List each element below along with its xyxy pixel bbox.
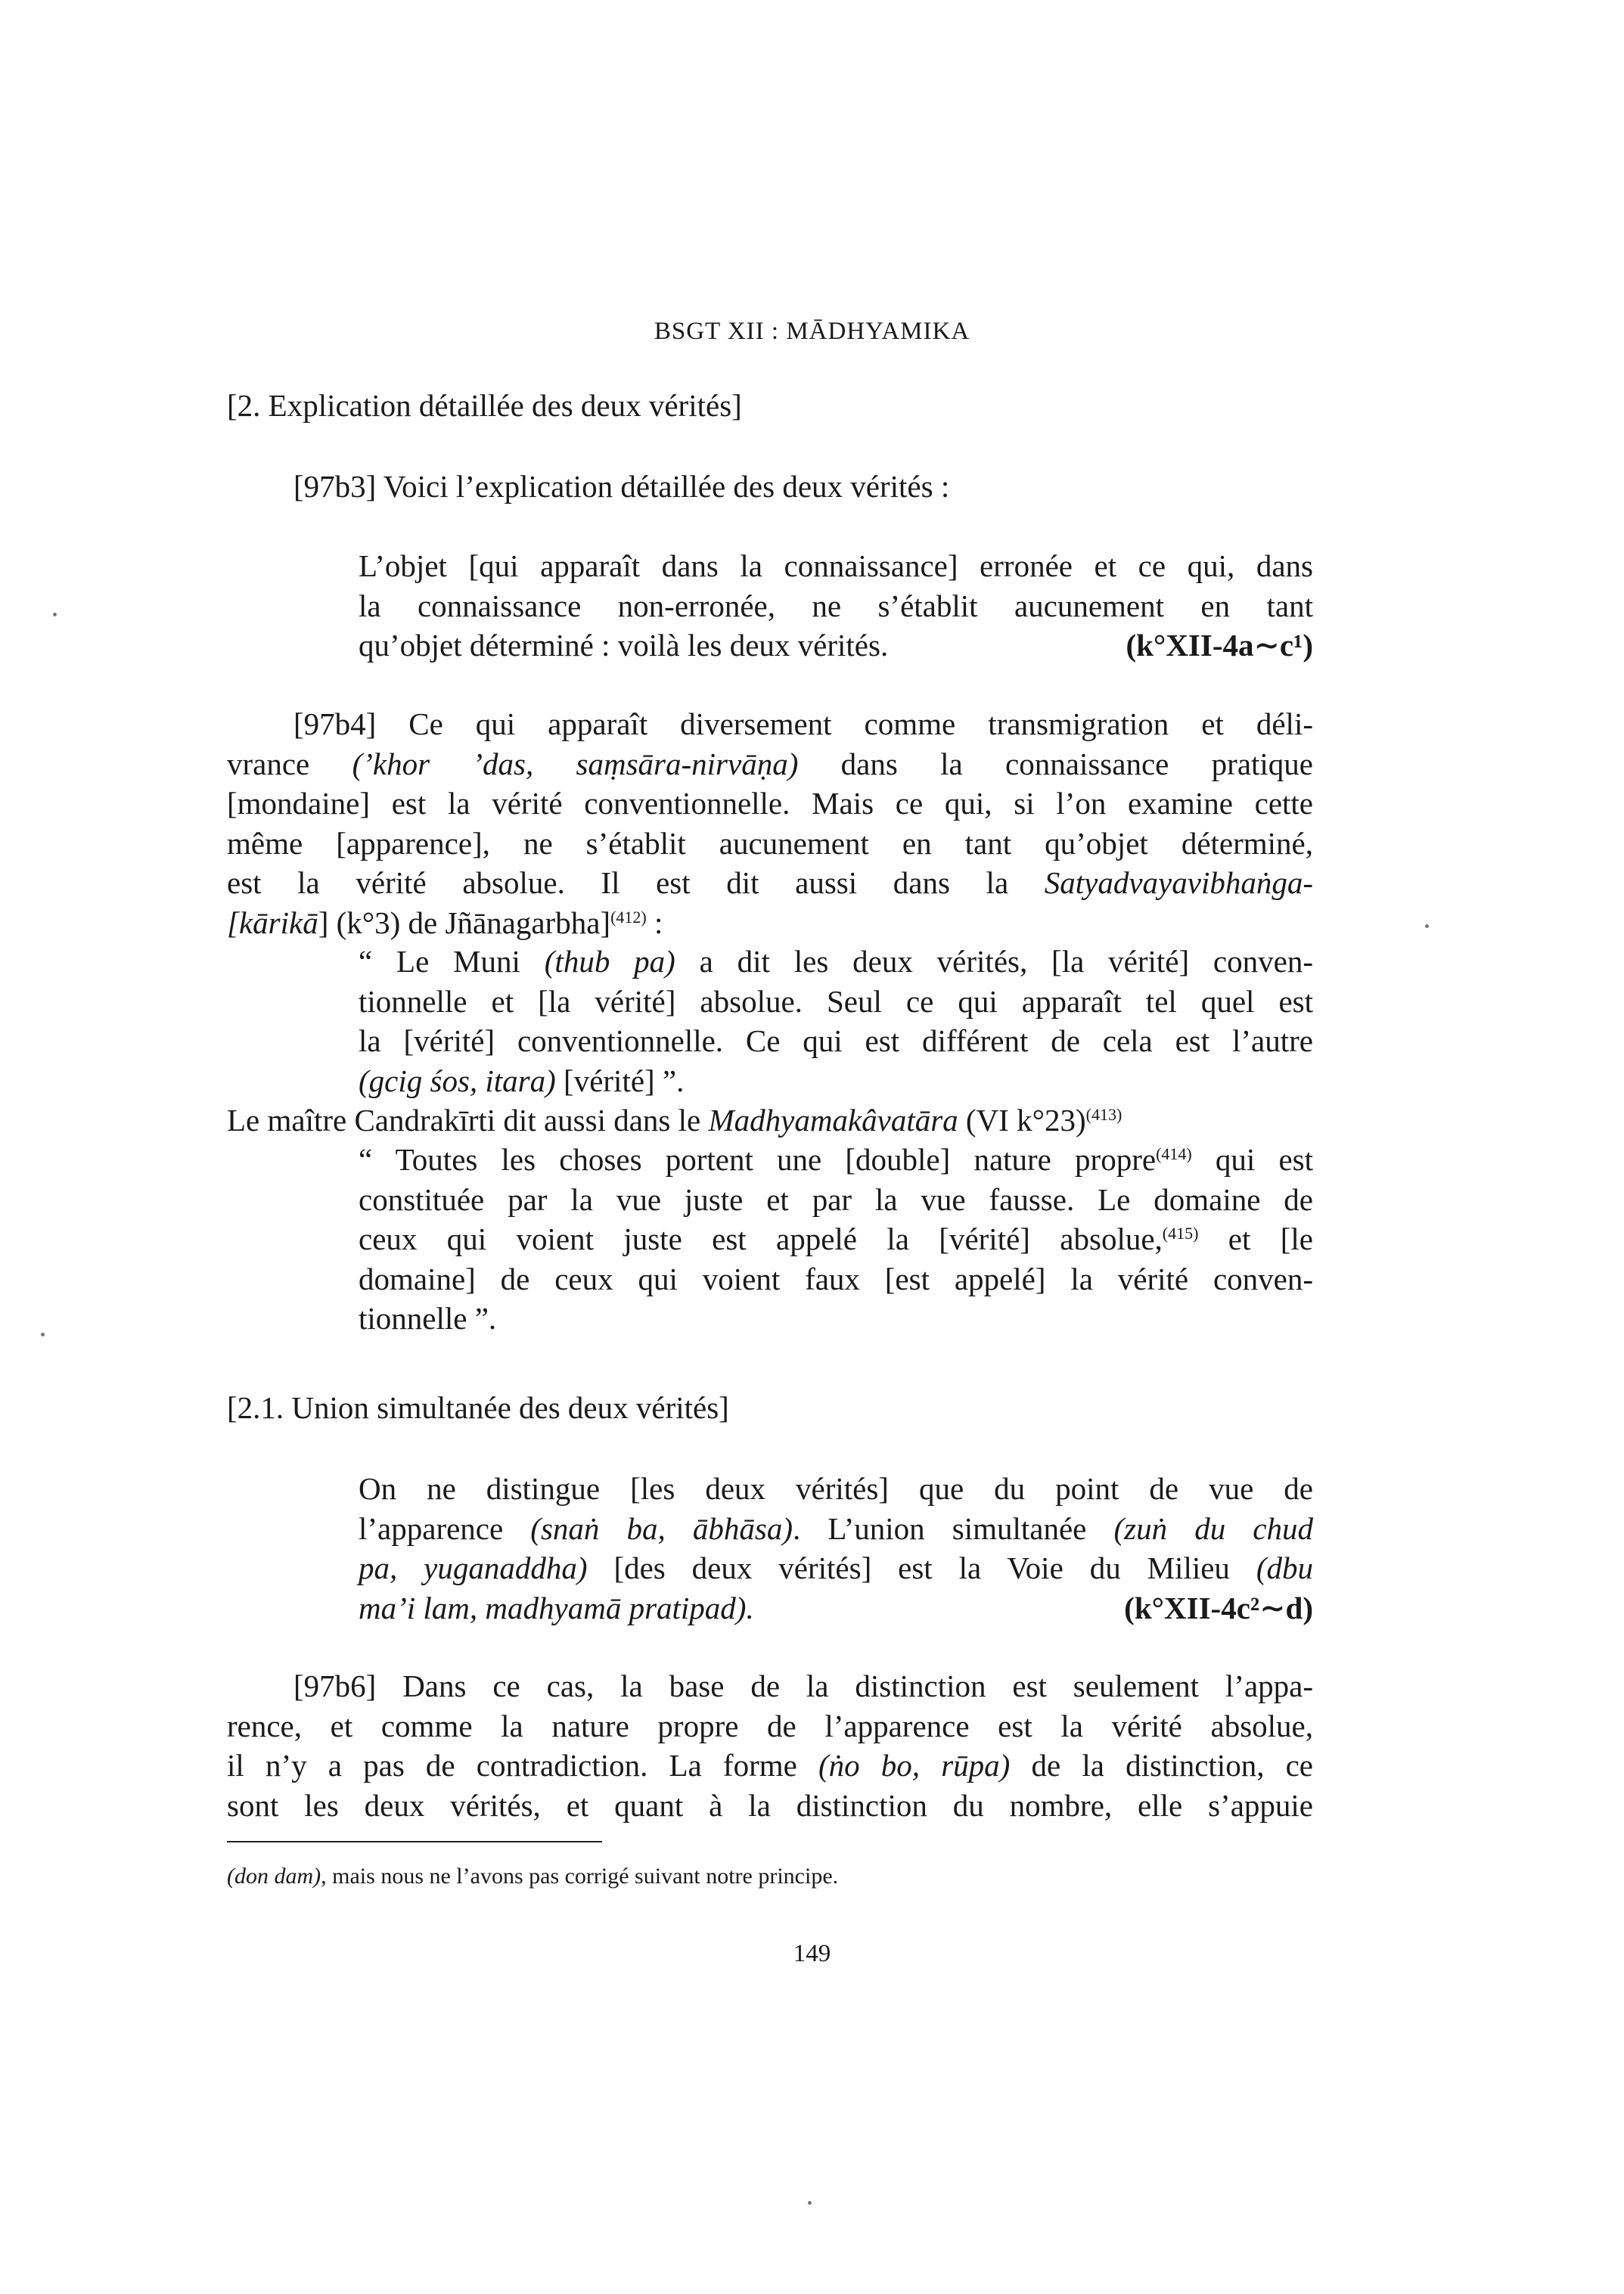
text-line: rence, et comme la nature propre de l’apparence est la vérité absolue, [227, 1708, 1313, 1743]
text-line: même [apparence], ne s’établit aucunement en tant qu’objet déterminé, [227, 825, 1313, 861]
italic-title: Satyadvayavibhaṅga- [1044, 865, 1313, 900]
quote-line: (gcig śos, itara) [vérité] ”. [359, 1063, 685, 1098]
paragraph-candrakirti: Le maître Candrakīrti dit aussi dans le Madhyamakâvatāra (VI k°23)$^{(413)}$ [227, 1103, 1123, 1138]
scan-speck [53, 613, 57, 616]
note-ref-415: (415) [1162, 1224, 1199, 1243]
italic-term: (snaṅ ba, ābhāsa) [530, 1510, 793, 1546]
text-line: il n’y a pas de contradiction. La forme (ṅo bo, rūpa) de la distinction, ce [227, 1748, 1313, 1783]
quote-line: domaine] de ceux qui voient faux [est appelé] la vérité conven- [359, 1261, 1313, 1296]
scan-speck [41, 1333, 45, 1336]
text-line: [kārikā] (k°3) de Jñānagarbha]$^{(412)}$ : [227, 905, 663, 940]
karika-1-text: qu’objet déterminé : voilà les deux vérités. [359, 628, 889, 663]
text-line: [97b6] Dans ce cas, la base de la distinction est seulement l’appa- [293, 1669, 1313, 1703]
text-line: vrance (’khor ’das, saṃsāra-nirvāṇa) dans la connaissance pratique [227, 746, 1313, 781]
paragraph-97b3: [97b3] Voici l’explication détaillée des deux vérités : [293, 469, 950, 504]
karika-2-line [359, 1588, 1313, 1628]
footnote-rule [227, 1841, 602, 1842]
karika-2-line: l’apparence (snaṅ ba, ābhāsa). L’union simultanée (zuṅ du chud [359, 1510, 1313, 1546]
karika-1-reference: (k°XII-4a∼c¹) [1126, 628, 1313, 663]
footnote: (don dam), mais nous ne l’avons pas corrigé suivant notre principe. [227, 1864, 839, 1889]
quote-line: “ Le Muni (thub pa) a dit les deux vérités, [la vérité] conven- [359, 944, 1313, 979]
italic-term: (’khor ’das, saṃsāra-nirvāṇa) [352, 746, 799, 781]
karika-1-line [359, 625, 1313, 666]
italic-term: (dbu [1256, 1551, 1314, 1585]
quote-line: la [vérité] conventionnelle. Ce qui est différent de cela est l’autre [359, 1023, 1313, 1058]
page-number: 149 [793, 1940, 831, 1967]
note-ref-414: (414) [1156, 1144, 1192, 1163]
karika-1-line: L’objet [qui apparaît dans la connaissance] erronée et ce qui, dans [359, 548, 1313, 583]
karika-2 [359, 1469, 1313, 1628]
karika-2-line: pa, yuganaddha) [des deux vérités] est la Voie du Milieu (dbu [359, 1551, 1314, 1585]
italic-term: (don dam) [227, 1864, 321, 1889]
quote-line: tionnelle ”. [359, 1301, 497, 1336]
quote-line: tionnelle et [la vérité] absolue. Seul ce qui apparaît tel quel est [359, 983, 1313, 1019]
italic-term: ma’i lam, madhyamā pratipad). [359, 1590, 754, 1625]
quote-line: ceux qui voient juste est appelé la [vérité] absolue,$^{(415)}$ et [le [359, 1222, 1313, 1256]
italic-term: (zuṅ du chud [1113, 1510, 1313, 1546]
scan-speck [808, 2201, 812, 2205]
paragraph-97b6 [227, 1666, 1313, 1825]
italic-title: Madhyamakâvatāra [708, 1103, 958, 1138]
note-ref-412: (412) [610, 907, 647, 927]
scan-speck [1425, 924, 1429, 928]
paragraph-97b4 [227, 704, 1313, 942]
italic-term: (ṅo bo, rūpa) [818, 1748, 1011, 1783]
italic-term: (gcig śos, itara) [359, 1063, 556, 1098]
quote-candrakirti [359, 1140, 1313, 1339]
text-line: [97b4] Ce qui apparaît diversement comme transmigration et déli- [293, 706, 1313, 741]
text-line: est la vérité absolue. Il est dit aussi dans la Satyadvayavibhaṅga- [227, 865, 1313, 900]
section-heading-2: [2. Explication détaillée des deux vérités] [227, 388, 742, 423]
karika-1-line: la connaissance non-erronée, ne s’établit aucunement en tant [359, 588, 1313, 623]
quote-muni [359, 942, 1313, 1100]
italic-title: [kārikā [227, 905, 318, 940]
text-line: [mondaine] est la vérité conventionnelle. Mais ce qui, si l’on examine cette [227, 786, 1313, 821]
section-heading-2-1: [2.1. Union simultanée des deux vérités] [227, 1390, 729, 1425]
italic-term: pa, yuganaddha) [359, 1551, 588, 1585]
italic-term: (thub pa) [544, 944, 675, 979]
quote-line: constituée par la vue juste et par la vue fausse. Le domaine de [359, 1181, 1313, 1217]
karika-2-line: On ne distingue [les deux vérités] que du point de vue de [359, 1471, 1313, 1506]
note-ref-413: (413) [1085, 1105, 1123, 1124]
karika-2-reference: (k°XII-4c²∼d) [1124, 1590, 1313, 1625]
running-header: BSGT XII : MĀDHYAMIKA [654, 318, 970, 345]
quote-line: “ Toutes les choses portent une [double] nature propre$^{(414)}$ qui est [359, 1142, 1313, 1177]
karika-1 [359, 546, 1313, 666]
text-line: sont les deux vérités, et quant à la distinction du nombre, elle s’appuie [227, 1787, 1313, 1823]
